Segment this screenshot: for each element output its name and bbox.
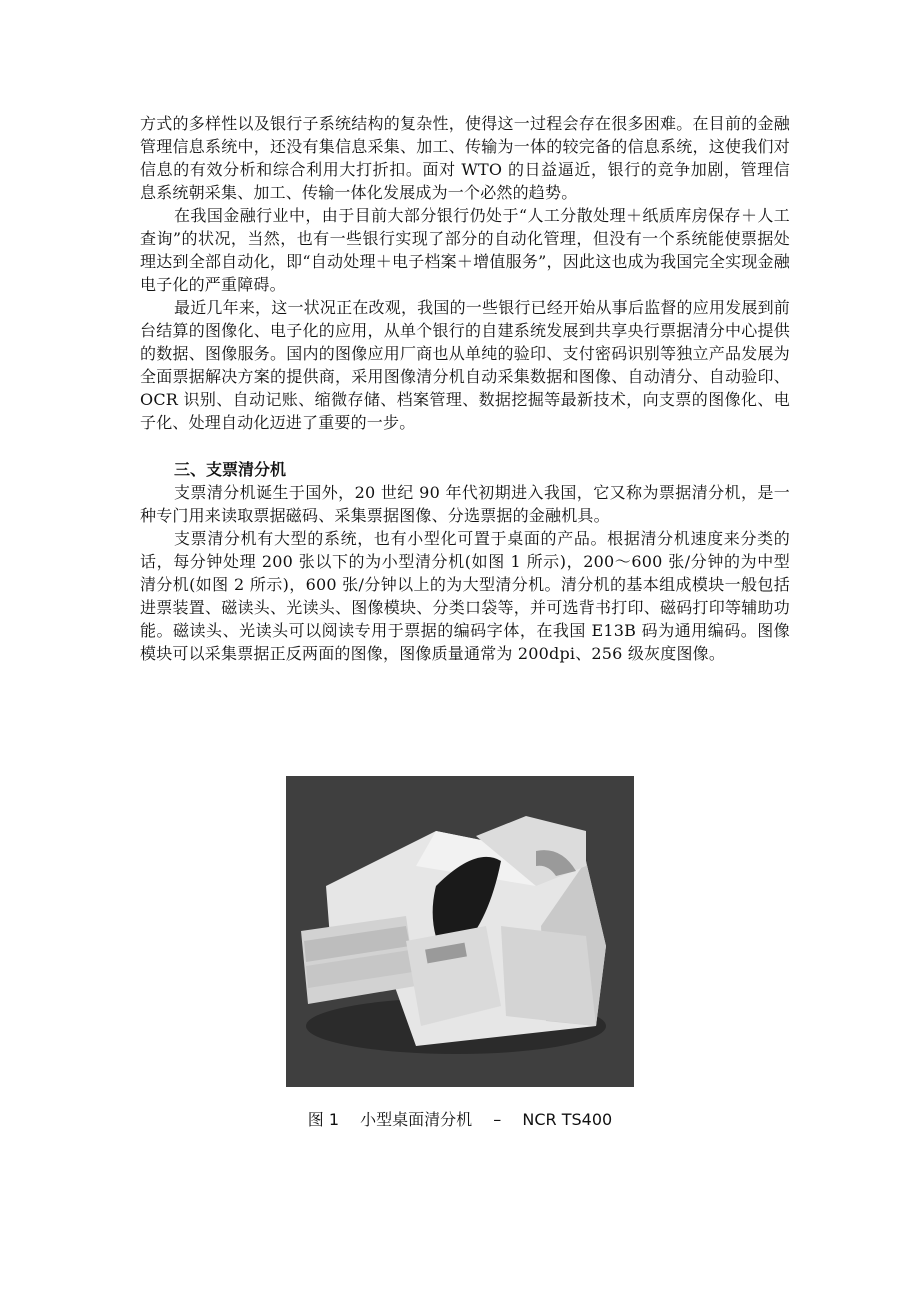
figure-model: NCR TS400: [522, 1110, 613, 1129]
section-heading-cheque-sorter: 三、支票清分机: [174, 460, 287, 479]
document-body: [140, 112, 790, 665]
paragraph-sorter-definition: 支票清分机诞生于国外，20 世纪 90 年代初期进入我国，它又称为票据清分机，是一种专门用来读取票据磁码、采集票据图像、分选票据的金融机具。: [140, 483, 790, 525]
paragraph-intro-continuation: 方式的多样性以及银行子系统结构的复杂性，使得这一过程会存在很多困难。在目前的金融管理信息系统中，还没有集信息采集、加工、传输为一体的较完备的信息系统，这使我们对信息的有效分析和综合利用大打折扣。面对 WTO 的日益逼近，银行的竞争加剧，管理信息系统朝采集、加工、传输一体化发展成为一个必然的趋势。: [140, 114, 790, 202]
paragraph-industry-status: 在我国金融行业中，由于目前大部分银行仍处于“人工分散处理＋纸质库房保存＋人工查询”的状况，当然，也有一些银行实现了部分的自动化管理，但没有一个系统能使票据处理达到全部自动化，即“自动处理＋电子档案＋增值服务”，因此这也成为我国完全实现金融电子化的严重障碍。: [140, 206, 790, 294]
figure-label: 图 1: [307, 1110, 340, 1129]
paragraph-recent-developments: 最近几年来，这一状况正在改观，我国的一些银行已经开始从事后监督的应用发展到前台结算的图像化、电子化的应用，从单个银行的自建系统发展到共享央行票据清分中心提供的数据、图像服务。国内的图像应用厂商也从单纯的验印、支付密码识别等独立产品发展为全面票据解决方案的提供商，采用图像清分机自动采集数据和图像、自动清分、自动验印、OCR 识别、自动记账、缩微存储、档案管理、数据挖掘等最新技术，向支票的图像化、电子化、处理自动化迈进了重要的一步。: [140, 298, 790, 432]
cheque-sorter-illustration: [286, 776, 634, 1087]
figure-separator: –: [493, 1110, 502, 1129]
figure-cheque-sorter-photo: [286, 776, 634, 1087]
paragraph-sorter-classification: 支票清分机有大型的系统，也有小型化可置于桌面的产品。根据清分机速度来分类的话，每分钟处理 200 张以下的为小型清分机(如图 1 所示)，200～600 张/分钟的为中型清分机(如图 2 所示)，600 张/分钟以上的为大型清分机。清分机的基本组成模块一般包括进票装置、磁读头、光读头、图像模块、分类口袋等，并可选背书打印、磁码打印等辅助功能。磁读头、光读头可以阅读专用于票据的编码字体，在我国 E13B 码为通用编码。图像模块可以采集票据正反两面的图像，图像质量通常为 200dpi、256 级灰度图像。: [140, 529, 790, 663]
figure-title: 小型桌面清分机: [360, 1110, 473, 1129]
figure-caption: [0, 1108, 920, 1132]
